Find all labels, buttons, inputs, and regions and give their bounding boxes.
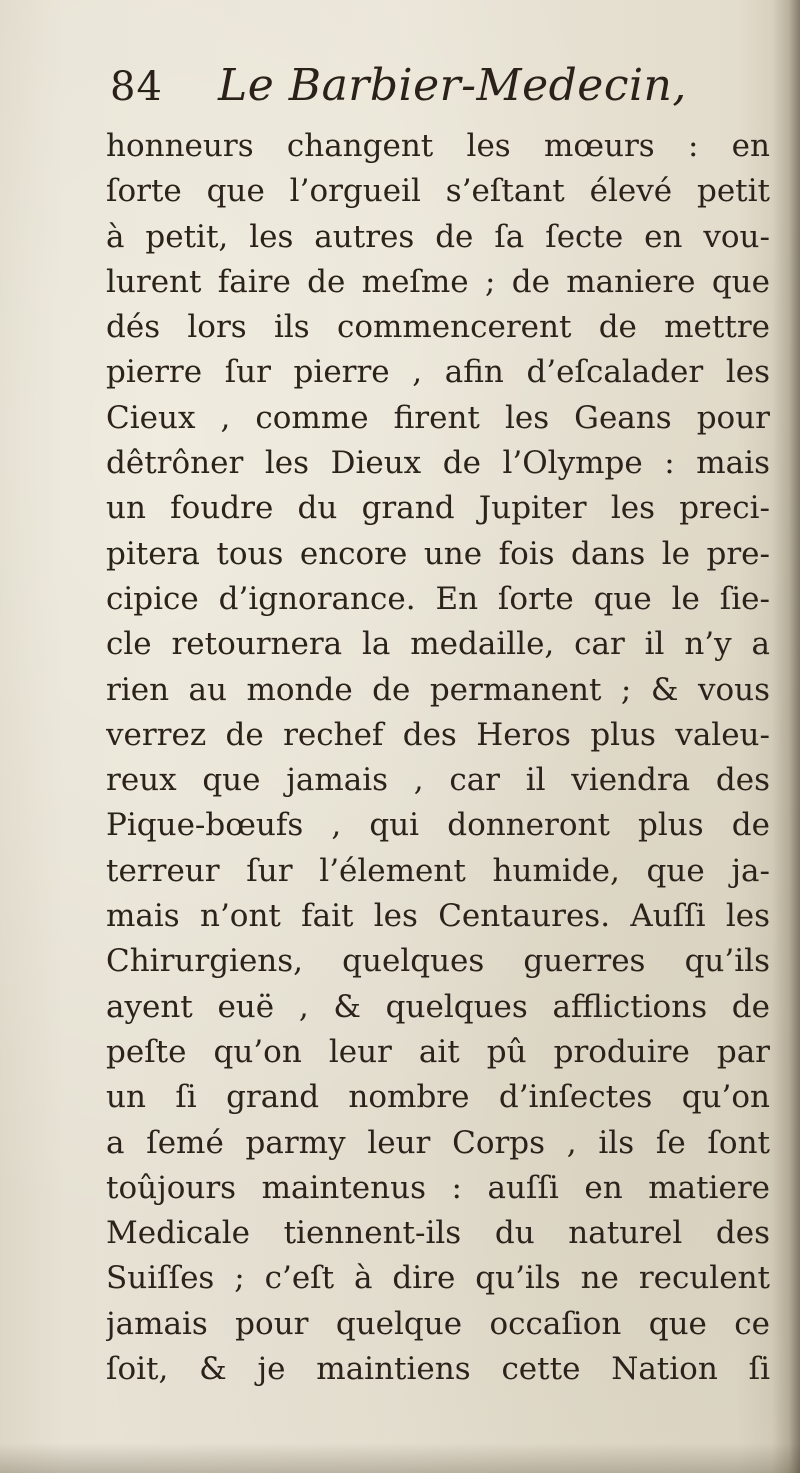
text-line: Cieux , comme firent les Geans pour — [106, 399, 770, 436]
text-line: a ſemé parmy leur Corps , ils ſe ſont — [106, 1124, 770, 1161]
text-line: un ſi grand nombre d’inſectes qu’on — [106, 1079, 770, 1116]
text-line: Medicale tiennent-ils du naturel des — [106, 1215, 770, 1252]
text-line: ſoit, & je maintiens cette Nation ſi — [106, 1351, 770, 1388]
text-line: cle retournera la medaille, car il n’y a — [106, 626, 770, 663]
text-line: rien au monde de permanent ; & vous — [106, 671, 770, 708]
text-line: ayent euë , & quelques afflictions de — [106, 988, 770, 1025]
page-edge-shadow — [772, 0, 800, 1473]
body-text — [106, 124, 770, 1392]
text-line: un foudre du grand Jupiter les preci- — [106, 490, 770, 527]
text-line: Chirurgiens, quelques guerres qu’ils — [106, 943, 770, 980]
text-line: verrez de rechef des Heros plus valeu- — [106, 716, 770, 753]
text-line: reux que jamais , car il viendra des — [106, 762, 770, 799]
text-line: pierre ſur pierre , afin d’eſcalader les — [106, 354, 770, 391]
page-header — [110, 60, 770, 120]
text-line: Suiſſes ; c’eſt à dire qu’ils ne reculent — [106, 1260, 770, 1297]
text-line: pitera tous encore une fois dans le pre- — [106, 535, 770, 572]
text-line: à petit, les autres de ſa ſecte en vou- — [106, 218, 770, 255]
text-line: jamais pour quelque occaſion que ce — [106, 1305, 770, 1342]
page-number: 84 — [110, 64, 163, 110]
text-line: Pique-bœufs , qui donneront plus de — [106, 807, 770, 844]
text-line: dêtrôner les Dieux de l’Olympe : mais — [106, 445, 770, 482]
text-line: cipice d’ignorance. En ſorte que le ſie- — [106, 580, 770, 617]
text-line: mais n’ont fait les Centaures. Auſſi les — [106, 898, 770, 935]
text-line: dés lors ils commencerent de mettre — [106, 309, 770, 346]
text-line: honneurs changent les mœurs : en — [106, 128, 770, 164]
text-line: lurent faire de meſme ; de maniere que — [106, 263, 770, 300]
text-line: peſte qu’on leur ait pû produire par — [106, 1033, 770, 1070]
text-line: toûjours maintenus : auſſi en matiere — [106, 1169, 770, 1206]
text-line: terreur ſur l’élement humide, que ja- — [106, 852, 770, 889]
text-line: ſorte que l’orgueil s’eſtant élevé petit — [106, 173, 770, 210]
page-bottom-shadow — [0, 1443, 800, 1473]
running-title: Le Barbier-Medecin, — [218, 60, 687, 111]
